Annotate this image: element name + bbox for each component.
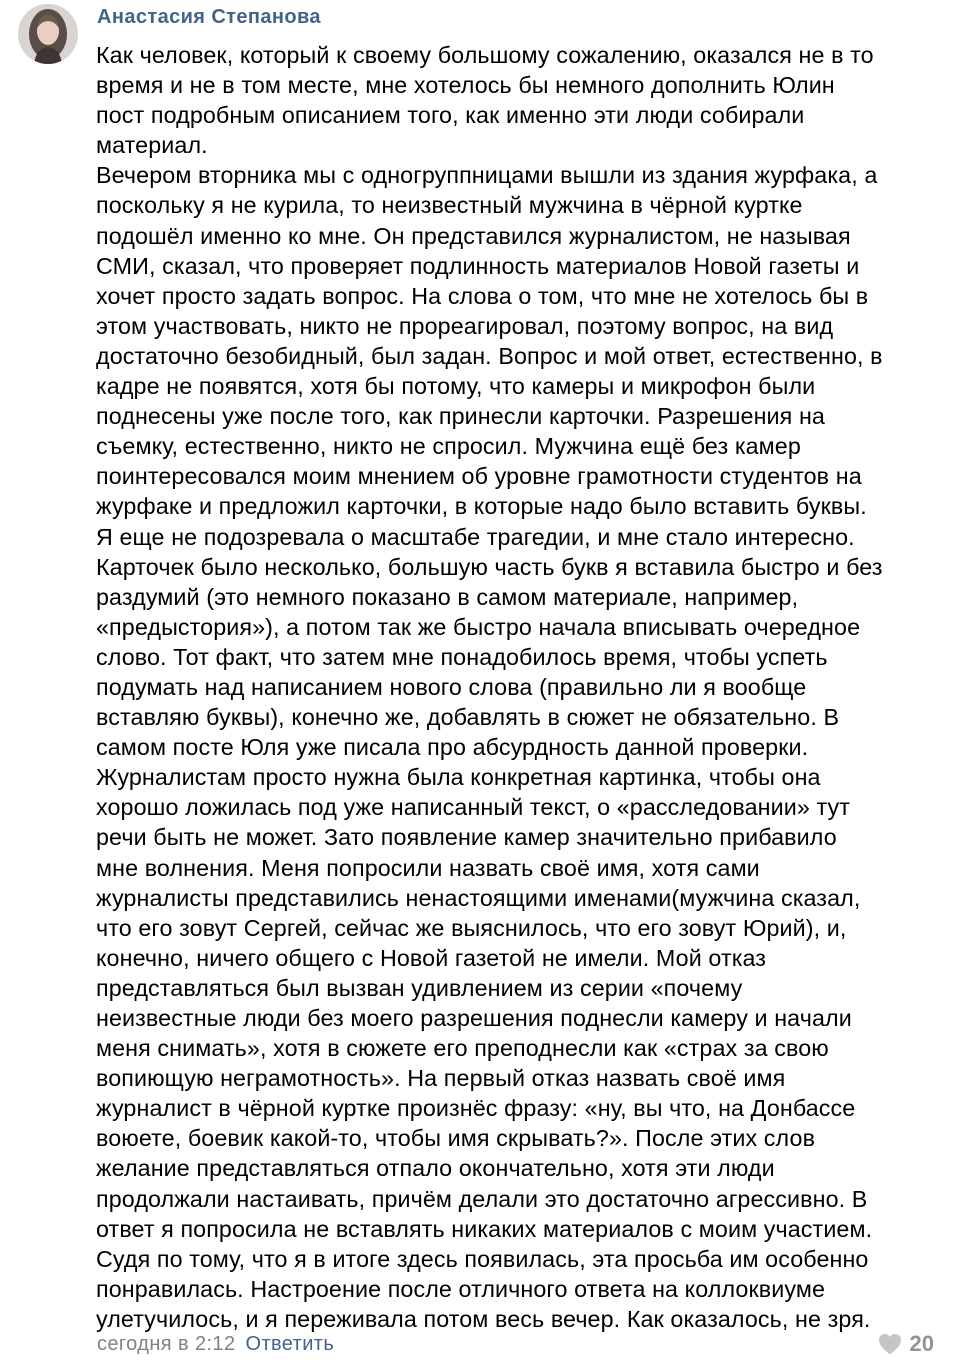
likes-count: 20 [909, 1331, 934, 1356]
text-line: вопиющую неграмотность». На первый отказ назвать своё имя [96, 1065, 786, 1092]
text-line: материал. [96, 132, 208, 159]
text-line: подошёл именно ко мне. Он представился журналистом, не называя [96, 222, 851, 249]
text-line: Я еще не подозревала о масштабе трагедии, и мне стало интересно. [96, 523, 855, 550]
text-line: Судя по тому, что я в итоге здесь появилась, эта просьба им особенно [96, 1245, 869, 1272]
author-name[interactable]: Анастасия Степанова [97, 6, 321, 28]
text-line: конечно, ничего общего с Новой газетой не имели. Мой отказ [96, 944, 767, 971]
text-line: желание представляться отпало окончательно, хотя эти люди [96, 1155, 775, 1182]
text-line: неизвестные люди без моего разрешения поднесли камеру и начали [96, 1005, 852, 1031]
heart-icon [877, 1332, 903, 1356]
text-line: журналисты представились ненастоящими именами(мужчина сказал, [96, 884, 861, 911]
text-line: достаточно безобидный, был задан. Вопрос и мой ответ, естественно, в [96, 342, 883, 369]
avatar[interactable] [18, 4, 78, 64]
text-line: продолжали настаивать, причём делали это достаточно агрессивно. В [96, 1185, 868, 1212]
text-line: подумать над написанием нового слова (правильно ли я вообще [96, 673, 807, 700]
text-line: поднесены уже после того, как принесли карточки. Разрешения на [96, 403, 825, 430]
text-line: воюете, боевик какой-то, чтобы имя скрывать?». После этих слов [96, 1125, 816, 1152]
text-line: представляться был вызван удивлением из серии «почему [96, 974, 743, 1001]
text-line: хочет просто задать вопрос. На слова о том, что мне не хотелось бы в [96, 282, 869, 309]
text-line: раздумий (это немного показано в самом материале, например, [96, 583, 799, 610]
text-line: что его зовут Сергей, сейчас же выяснилось, что его зовут Юрий), и, [96, 914, 847, 941]
text-line: «предыстория»), а потом так же быстро начала вписывать очередное [96, 613, 861, 640]
text-line: время и не в том месте, мне хотелось бы немного дополнить Юлин [96, 72, 835, 99]
timestamp[interactable]: сегодня в 2:12 [97, 1333, 236, 1355]
comment-footer [97, 1333, 334, 1356]
text-line: Вечером вторника мы с одногруппницами вышли из здания журфака, а [96, 162, 878, 189]
text-line: слово. Тот факт, что затем мне понадобилось время, чтобы успеть [96, 643, 828, 670]
avatar-image [18, 4, 78, 64]
text-line: хорошо ложилась под уже написанный текст, о «расследовании» тут [96, 794, 851, 821]
text-line: поинтересовался моим мнением об уровне грамотности студентов на [96, 463, 862, 490]
text-line: СМИ, сказал, что проверяет подлинность материалов Новой газеты и [96, 252, 860, 279]
text-line: понравилась. Настроение после отличного ответа на коллоквиуме [96, 1275, 826, 1302]
text-line: мне волнения. Меня попросили назвать своё имя, хотя сами [96, 854, 760, 881]
text-line: пост подробным описанием того, как именно эти люди собирали [96, 102, 805, 129]
text-line: ответ я попросила не вставлять никаких материалов с моим участием. [96, 1215, 873, 1242]
text-line: этом участвовать, никто не прореагировал, поэтому вопрос, на вид [96, 312, 834, 339]
text-line: журфаке и предложил карточки, в которые надо было вставить буквы. [96, 493, 867, 520]
text-line: журналист в чёрной куртке произнёс фразу: «ну, вы что, на Донбассе [96, 1095, 856, 1122]
text-line: Карточек было несколько, большую часть букв я вставила быстро и без [96, 553, 883, 580]
text-line: речи быть не может. Зато появление камер значительно прибавило [96, 824, 837, 851]
text-line: самом посте Юля уже писала про абсурдность данной проверки. [96, 734, 809, 761]
text-line: кадре не появятся, хотя бы потому, что камеры и микрофон были [96, 373, 816, 400]
text-line: улетучилось, и я переживала потом весь вечер. Как оказалось, не зря. [96, 1305, 871, 1332]
comment-text [96, 40, 946, 1334]
text-line: Как человек, который к своему большому сожалению, оказался не в то [96, 42, 874, 68]
text-line: поскольку я не курила, то неизвестный мужчина в чёрной куртке [96, 192, 803, 219]
text-line: Журналистам просто нужна была конкретная картинка, чтобы она [96, 764, 821, 791]
reply-button[interactable]: Ответить [245, 1333, 335, 1355]
text-line: вставляю буквы), конечно же, добавлять в сюжет не обязательно. В [96, 704, 840, 731]
text-line: съемку, естественно, никто не спросил. Мужчина ещё без камер [96, 433, 801, 460]
like-button[interactable] [877, 1331, 934, 1357]
text-line: меня снимать», хотя в сюжете его преподнесли как «страх за свою [96, 1035, 829, 1062]
